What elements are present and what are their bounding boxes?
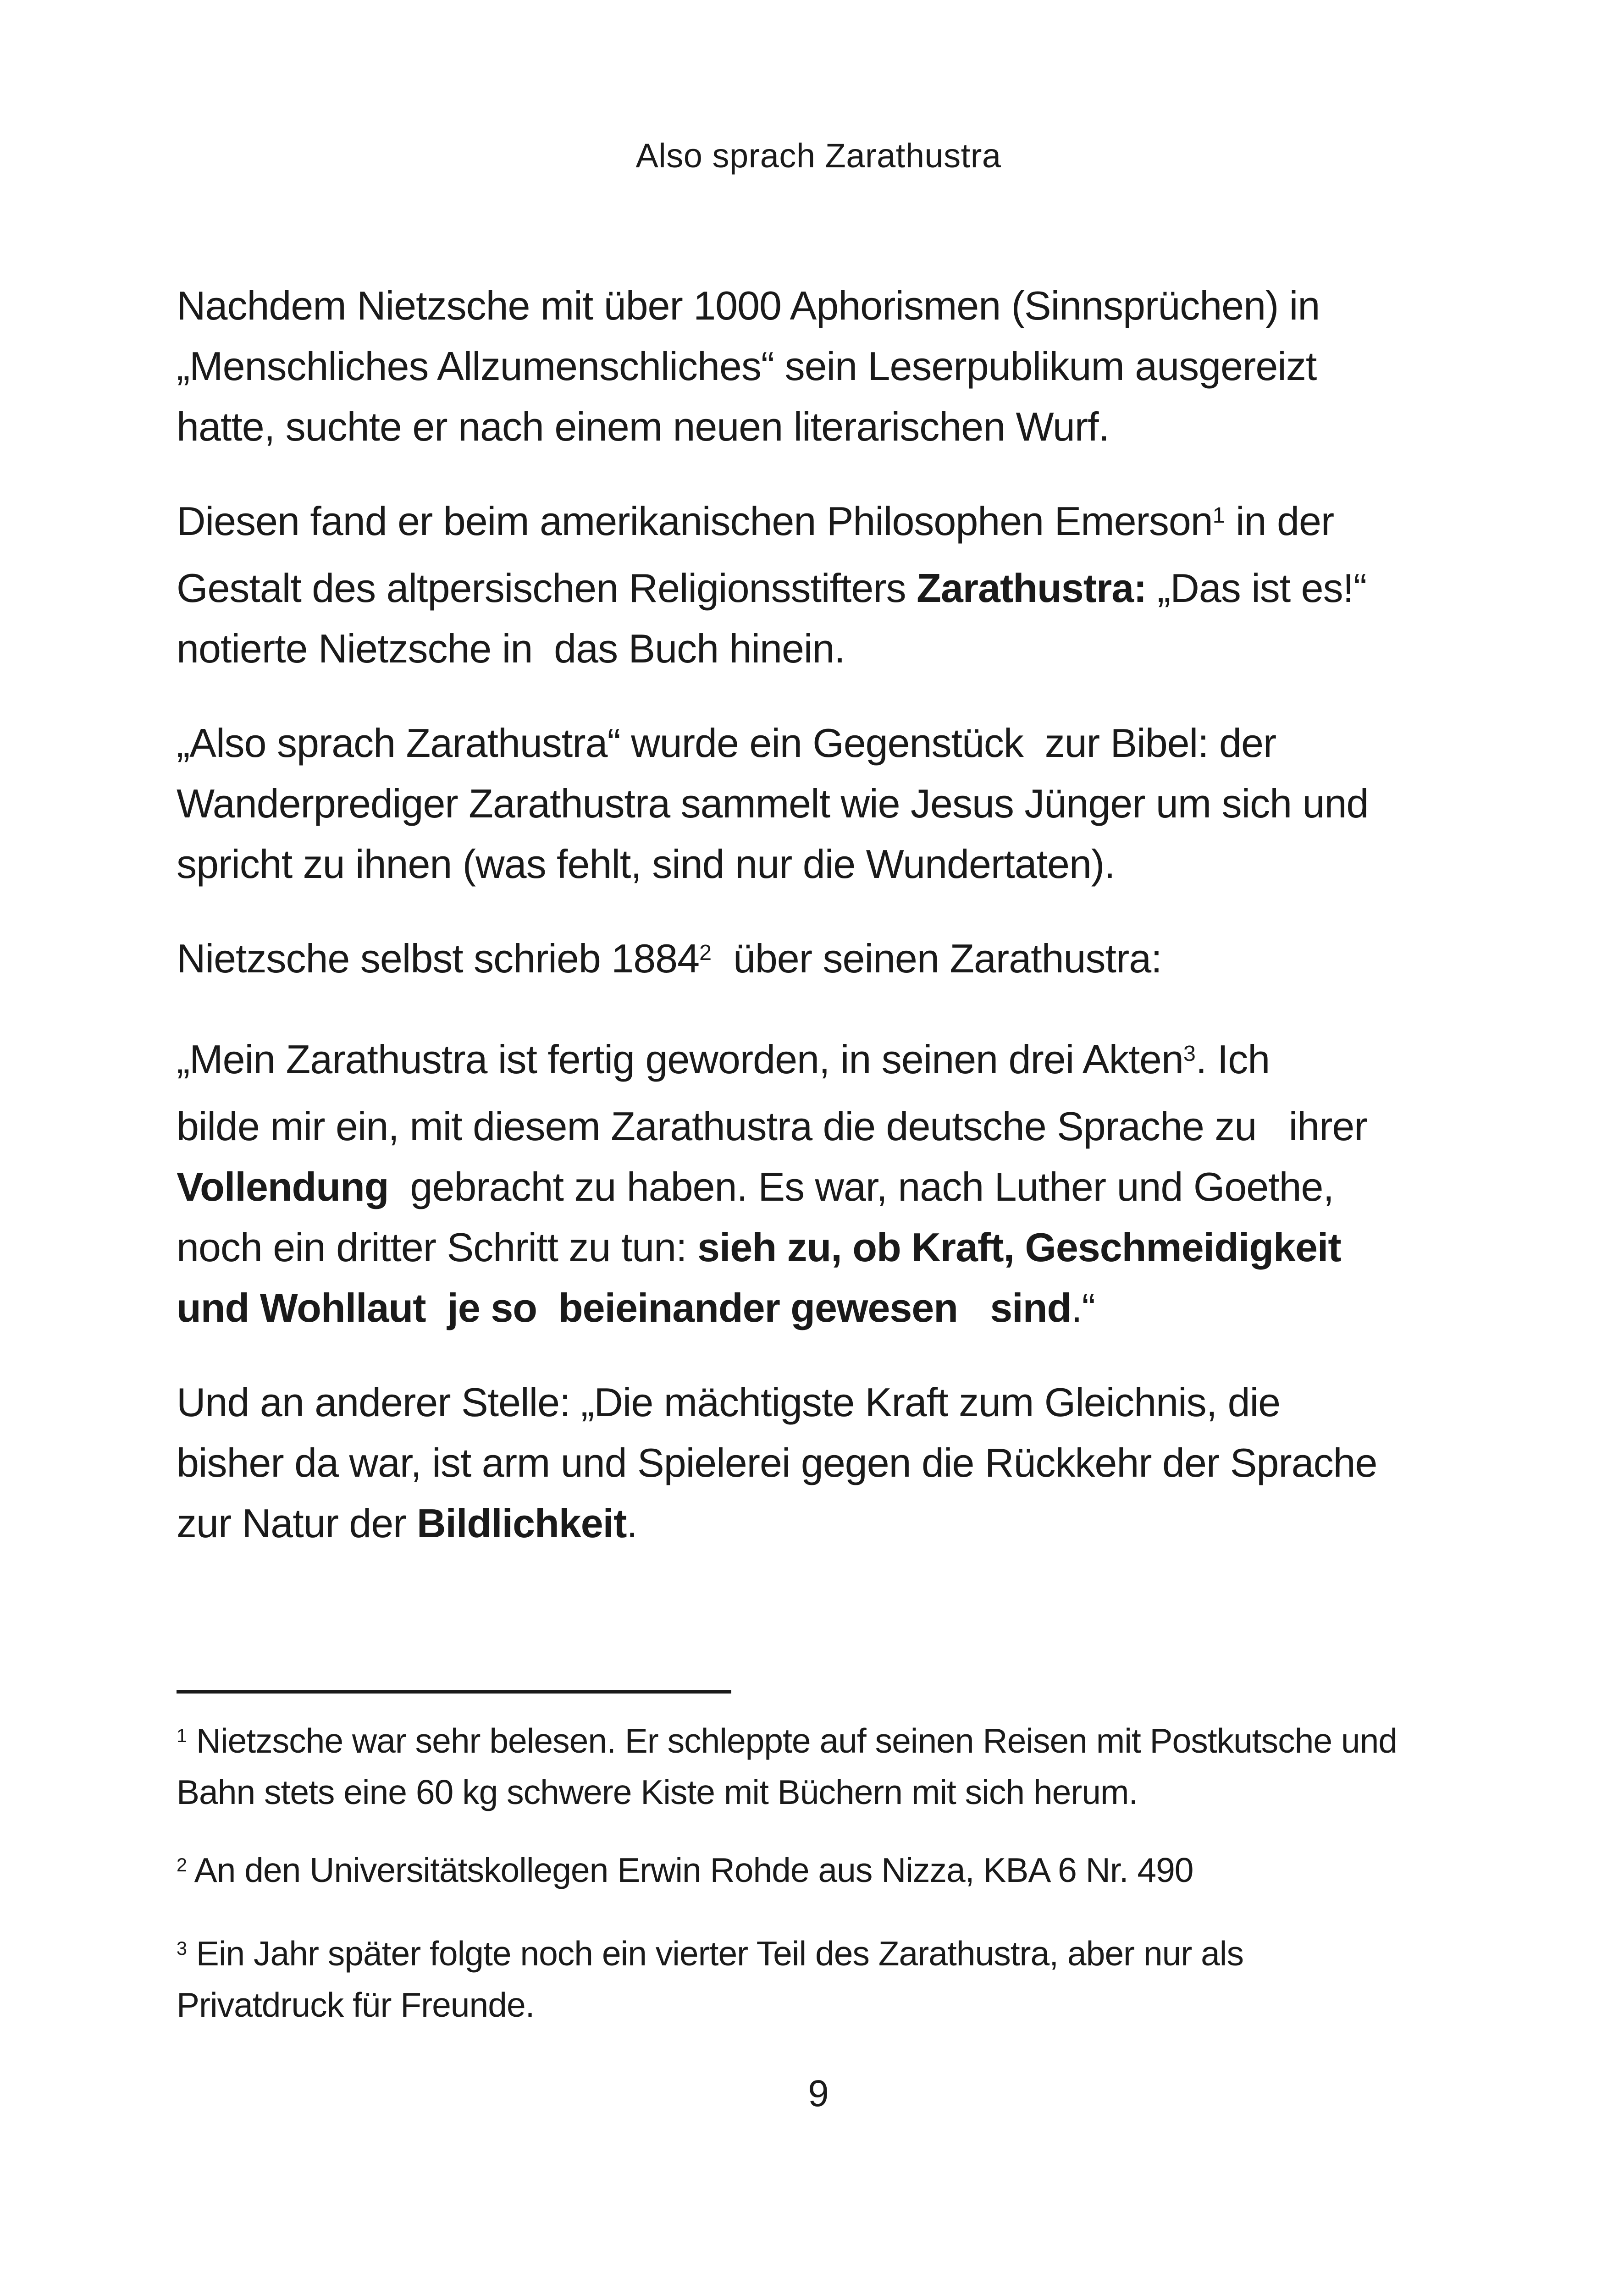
footnote-separator bbox=[177, 1690, 731, 1694]
text-column bbox=[177, 0, 1460, 2124]
text-line: Bahn stets eine 60 kg schwere Kiste mit Büchern mit sich herum. bbox=[177, 1773, 1138, 1811]
body-paragraph bbox=[177, 491, 1460, 679]
footnote bbox=[177, 1718, 1460, 1815]
text-line: Nietzsche selbst schrieb 1884$^2$ über seinen Zarathustra: bbox=[177, 936, 1162, 981]
text-line: noch ein dritter Schritt zu tun: sieh zu, ob Kraft, Geschmeidigkeit bbox=[177, 1225, 1341, 1270]
footnote-reference: 3 bbox=[177, 1938, 187, 1959]
text-line: spricht zu ihnen (was fehlt, sind nur die Wundertaten). bbox=[177, 841, 1115, 887]
document-body bbox=[177, 276, 1460, 1554]
footnote-reference: 2 bbox=[177, 1854, 187, 1876]
footnote-reference: 1 bbox=[177, 1725, 187, 1747]
text-line: Vollendung gebracht zu haben. Es war, nach Luther und Goethe, bbox=[177, 1164, 1334, 1209]
text-line: $^1$ Nietzsche war sehr belesen. Er schleppte auf seinen Reisen mit Postkutsche und bbox=[177, 1721, 1398, 1760]
text-line: „Mein Zarathustra ist fertig geworden, in seinen drei Akten$^3$. Ich bbox=[177, 1037, 1270, 1082]
footnote bbox=[177, 1931, 1460, 2028]
body-paragraph bbox=[177, 1372, 1460, 1554]
text-line: notierte Nietzsche in das Buch hinein. bbox=[177, 626, 845, 671]
text-line: Privatdruck für Freunde. bbox=[177, 1986, 535, 2024]
body-paragraph bbox=[177, 276, 1460, 457]
text-line: Nachdem Nietzsche mit über 1000 Aphorismen (Sinnsprüchen) in bbox=[177, 283, 1320, 328]
text-line: Und an anderer Stelle: „Die mächtigste Kraft zum Gleichnis, die bbox=[177, 1379, 1281, 1425]
text-line: und Wohllaut je so beieinander gewesen sind.“ bbox=[177, 1285, 1095, 1330]
page-number: 9 bbox=[808, 2073, 829, 2114]
footnote-reference: 1 bbox=[1212, 503, 1225, 528]
body-paragraph bbox=[177, 928, 1460, 995]
text-line: bisher da war, ist arm und Spielerei gegen die Rückkehr der Sprache bbox=[177, 1440, 1377, 1485]
text-line: „Also sprach Zarathustra“ wurde ein Gegenstück zur Bibel: der bbox=[177, 720, 1276, 766]
text-line: $^2$ An den Universitätskollegen Erwin Rohde aus Nizza, KBA 6 Nr. 490 bbox=[177, 1851, 1193, 1889]
footnote-reference: 2 bbox=[699, 940, 712, 965]
text-line: zur Natur der Bildlichkeit. bbox=[177, 1501, 637, 1546]
text-line: Diesen fand er beim amerikanischen Philosophen Emerson$^1$ in der bbox=[177, 498, 1334, 544]
page-title: Also sprach Zarathustra bbox=[635, 137, 1001, 175]
text-line: Wanderprediger Zarathustra sammelt wie Jesus Jünger um sich und bbox=[177, 781, 1369, 826]
text-line: Gestalt des altpersischen Religionsstifters Zarathustra: „Das ist es!“ bbox=[177, 565, 1367, 611]
text-line: bilde mir ein, mit diesem Zarathustra die deutsche Sprache zu ihrer bbox=[177, 1103, 1367, 1149]
footnotes-section bbox=[177, 1718, 1460, 2028]
body-paragraph bbox=[177, 713, 1460, 894]
footnote bbox=[177, 1847, 1460, 1898]
text-line: „Menschliches Allzumenschliches“ sein Leserpublikum ausgereizt bbox=[177, 343, 1317, 389]
footnote-reference: 3 bbox=[1183, 1041, 1196, 1066]
body-paragraph bbox=[177, 1029, 1460, 1338]
text-line: $^3$ Ein Jahr später folgte noch ein vierter Teil des Zarathustra, aber nur als bbox=[177, 1934, 1243, 1973]
text-line: hatte, suchte er nach einem neuen literarischen Wurf. bbox=[177, 404, 1110, 449]
